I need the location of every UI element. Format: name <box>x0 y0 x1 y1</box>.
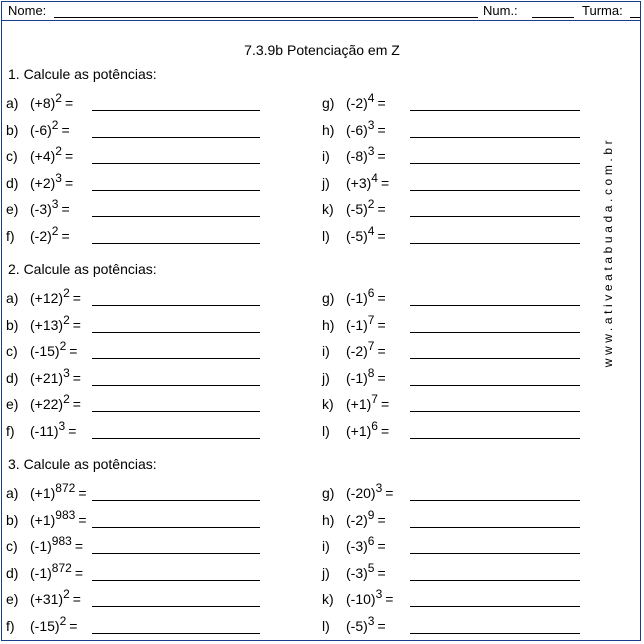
power-exponent: 3 <box>367 144 375 158</box>
power-expression <box>346 483 393 504</box>
power-expression <box>346 368 386 389</box>
power-base: (+13) <box>30 317 64 333</box>
answer-blank[interactable] <box>410 606 580 607</box>
item-letter: d) <box>6 370 19 386</box>
item-letter: h) <box>322 122 335 138</box>
item-letter: k) <box>322 396 334 412</box>
power-exponent: 872 <box>51 561 72 575</box>
equals-sign: = <box>377 343 386 359</box>
equals-sign: = <box>72 370 81 386</box>
power-expression <box>30 288 81 309</box>
power-expression <box>30 93 73 114</box>
equals-sign: = <box>377 565 386 581</box>
equals-sign: = <box>61 228 70 244</box>
equals-sign: = <box>380 423 390 439</box>
power-exponent: 2 <box>51 118 59 132</box>
equals-sign: = <box>61 201 70 217</box>
power-exponent: 4 <box>367 224 375 238</box>
equals-sign: = <box>64 175 74 191</box>
class-label: Turma: <box>582 3 623 18</box>
power-base: (-2) <box>346 343 368 359</box>
power-exponent: 2 <box>63 313 70 327</box>
power-expression <box>346 226 386 247</box>
item-letter: h) <box>322 317 335 333</box>
class-field-line <box>630 17 640 18</box>
answer-blank[interactable] <box>92 500 260 501</box>
item-letter: i) <box>322 343 330 359</box>
answer-blank[interactable] <box>92 305 260 306</box>
power-exponent: 3 <box>58 419 66 433</box>
power-expression <box>346 510 386 531</box>
power-exponent: 2 <box>55 91 62 105</box>
power-expression <box>346 93 386 114</box>
power-expression <box>346 288 386 309</box>
power-base: (-6) <box>30 122 52 138</box>
power-exponent: 2 <box>63 587 70 601</box>
power-expression <box>30 226 70 247</box>
power-base: (+1) <box>346 396 372 412</box>
power-expression <box>346 341 386 362</box>
item-letter: b) <box>6 122 19 138</box>
item-letter: i) <box>322 148 330 164</box>
power-base: (-5) <box>346 228 368 244</box>
item-letter: i) <box>322 538 330 554</box>
answer-blank[interactable] <box>410 305 580 306</box>
power-expression <box>346 589 393 610</box>
power-base: (+31) <box>30 591 64 607</box>
answer-blank[interactable] <box>92 332 260 333</box>
item-letter: g) <box>322 290 335 306</box>
answer-blank[interactable] <box>410 332 580 333</box>
power-base: (-3) <box>346 565 368 581</box>
equals-sign: = <box>64 95 74 111</box>
power-expression <box>30 146 73 167</box>
item-letter: j) <box>322 565 330 581</box>
power-exponent: 2 <box>63 286 70 300</box>
item-letter: c) <box>6 343 18 359</box>
power-exponent: 7 <box>367 313 375 327</box>
equals-sign: = <box>69 343 78 359</box>
item-letter: l) <box>322 618 330 634</box>
power-base: (+1) <box>30 512 56 528</box>
answer-blank[interactable] <box>92 385 260 386</box>
power-expression <box>30 341 77 362</box>
power-exponent: 2 <box>59 339 67 353</box>
power-expression <box>30 368 81 389</box>
power-expression <box>30 616 77 637</box>
item-letter: a) <box>6 485 19 501</box>
power-base: (-2) <box>346 95 368 111</box>
power-expression <box>346 315 386 336</box>
answer-blank[interactable] <box>92 243 260 244</box>
equals-sign: = <box>385 591 394 607</box>
power-base: (-10) <box>346 591 376 607</box>
answer-blank[interactable] <box>410 110 580 111</box>
power-base: (+2) <box>30 175 56 191</box>
item-letter: j) <box>322 175 330 191</box>
item-letter: c) <box>6 538 18 554</box>
power-base: (-3) <box>30 201 52 217</box>
power-base: (-5) <box>346 201 368 217</box>
answer-blank[interactable] <box>92 411 260 412</box>
power-base: (-1) <box>346 370 368 386</box>
item-letter: b) <box>6 512 19 528</box>
item-letter: g) <box>322 485 335 501</box>
equals-sign: = <box>377 290 386 306</box>
answer-blank[interactable] <box>92 190 260 191</box>
name-field-line <box>54 17 478 18</box>
power-exponent: 6 <box>371 419 378 433</box>
power-base: (+1) <box>30 485 56 501</box>
answer-blank[interactable] <box>410 190 580 191</box>
watermark-text: www.ativeatabuada.com.br <box>601 136 615 368</box>
answer-blank[interactable] <box>410 553 580 554</box>
answer-blank[interactable] <box>410 411 580 412</box>
power-expression <box>346 146 386 167</box>
power-exponent: 3 <box>51 197 59 211</box>
power-exponent: 2 <box>367 197 375 211</box>
equals-sign: = <box>72 396 81 412</box>
item-letter: d) <box>6 565 19 581</box>
equals-sign: = <box>78 485 87 501</box>
item-letter: c) <box>6 148 18 164</box>
answer-blank[interactable] <box>92 580 260 581</box>
section-title: 2. Calcule as potências: <box>8 261 157 277</box>
power-expression <box>30 120 70 141</box>
item-letter: l) <box>322 228 330 244</box>
power-exponent: 7 <box>371 392 378 406</box>
answer-blank[interactable] <box>92 163 260 164</box>
item-letter: k) <box>322 591 334 607</box>
item-letter: e) <box>6 591 19 607</box>
power-exponent: 2 <box>63 392 70 406</box>
equals-sign: = <box>74 538 83 554</box>
power-exponent: 6 <box>367 534 375 548</box>
power-expression <box>346 536 386 557</box>
item-letter: k) <box>322 201 334 217</box>
power-exponent: 983 <box>55 508 76 522</box>
power-base: (+22) <box>30 396 64 412</box>
power-expression <box>346 120 386 141</box>
equals-sign: = <box>380 396 390 412</box>
worksheet-title: 7.3.9b Potenciação em Z <box>244 42 400 58</box>
item-letter: b) <box>6 317 19 333</box>
equals-sign: = <box>377 618 386 634</box>
power-exponent: 8 <box>367 366 375 380</box>
power-expression <box>30 315 81 336</box>
item-letter: f) <box>6 618 15 634</box>
answer-blank[interactable] <box>410 163 580 164</box>
power-base: (-15) <box>30 343 60 359</box>
equals-sign: = <box>64 148 74 164</box>
power-exponent: 3 <box>367 614 375 628</box>
equals-sign: = <box>377 228 386 244</box>
name-label: Nome: <box>8 3 47 18</box>
header-divider <box>2 20 640 21</box>
equals-sign: = <box>61 122 70 138</box>
power-expression <box>346 616 386 637</box>
power-exponent: 3 <box>367 118 375 132</box>
power-base: (-2) <box>30 228 52 244</box>
power-expression <box>30 394 81 415</box>
equals-sign: = <box>377 317 386 333</box>
power-exponent: 2 <box>51 224 59 238</box>
item-letter: e) <box>6 396 19 412</box>
answer-blank[interactable] <box>92 606 260 607</box>
equals-sign: = <box>377 538 386 554</box>
header <box>2 2 640 19</box>
answer-blank[interactable] <box>92 110 260 111</box>
power-expression <box>30 483 87 504</box>
answer-blank[interactable] <box>92 216 260 217</box>
power-base: (+1) <box>346 423 372 439</box>
answer-blank[interactable] <box>410 358 580 359</box>
num-field-line <box>532 17 574 18</box>
answer-blank[interactable] <box>410 633 580 634</box>
equals-sign: = <box>377 370 386 386</box>
answer-blank[interactable] <box>92 553 260 554</box>
item-letter: j) <box>322 370 330 386</box>
power-expression <box>346 173 389 194</box>
power-base: (-1) <box>30 565 52 581</box>
answer-blank[interactable] <box>410 385 580 386</box>
answer-blank[interactable] <box>410 527 580 528</box>
power-base: (+8) <box>30 95 56 111</box>
power-exponent: 2 <box>55 144 62 158</box>
power-exponent: 9 <box>367 508 375 522</box>
answer-blank[interactable] <box>92 527 260 528</box>
power-expression <box>30 199 70 220</box>
power-exponent: 3 <box>63 366 70 380</box>
equals-sign: = <box>377 201 386 217</box>
worksheet-frame <box>1 1 641 641</box>
item-letter: a) <box>6 290 19 306</box>
power-base: (-8) <box>346 148 368 164</box>
power-base: (-11) <box>30 423 59 439</box>
item-letter: h) <box>322 512 335 528</box>
item-letter: a) <box>6 95 19 111</box>
item-letter: e) <box>6 201 19 217</box>
item-letter: l) <box>322 423 330 439</box>
power-exponent: 3 <box>375 481 383 495</box>
equals-sign: = <box>74 565 83 581</box>
section-title: 1. Calcule as potências: <box>8 66 157 82</box>
equals-sign: = <box>72 290 81 306</box>
item-letter: f) <box>6 228 15 244</box>
power-base: (-5) <box>346 618 368 634</box>
equals-sign: = <box>385 485 394 501</box>
power-exponent: 5 <box>367 561 375 575</box>
power-expression <box>30 510 87 531</box>
item-letter: g) <box>322 95 335 111</box>
power-expression <box>30 173 73 194</box>
section-title: 3. Calcule as potências: <box>8 456 157 472</box>
power-exponent: 872 <box>55 481 76 495</box>
item-letter: d) <box>6 175 19 191</box>
equals-sign: = <box>68 423 77 439</box>
equals-sign: = <box>377 512 386 528</box>
power-base: (-3) <box>346 538 368 554</box>
power-exponent: 3 <box>55 171 62 185</box>
power-expression <box>30 421 76 442</box>
equals-sign: = <box>377 148 386 164</box>
answer-blank[interactable] <box>410 580 580 581</box>
answer-blank[interactable] <box>410 137 580 138</box>
power-base: (-15) <box>30 618 60 634</box>
equals-sign: = <box>72 317 81 333</box>
watermark-container <box>598 128 618 376</box>
answer-blank[interactable] <box>410 438 580 439</box>
answer-blank[interactable] <box>92 358 260 359</box>
power-expression <box>346 563 386 584</box>
power-base: (-20) <box>346 485 376 501</box>
equals-sign: = <box>380 175 390 191</box>
equals-sign: = <box>72 591 81 607</box>
power-expression <box>30 563 83 584</box>
power-exponent: 983 <box>51 534 72 548</box>
power-base: (+12) <box>30 290 64 306</box>
item-letter: f) <box>6 423 15 439</box>
answer-blank[interactable] <box>410 216 580 217</box>
answer-blank[interactable] <box>92 633 260 634</box>
power-base: (+3) <box>346 175 372 191</box>
power-expression <box>30 536 83 557</box>
power-base: (-1) <box>346 317 368 333</box>
power-exponent: 7 <box>367 339 375 353</box>
power-expression <box>346 394 389 415</box>
answer-blank[interactable] <box>92 438 260 439</box>
power-exponent: 3 <box>375 587 383 601</box>
power-exponent: 4 <box>371 171 378 185</box>
power-base: (-6) <box>346 122 368 138</box>
num-label: Num.: <box>483 3 518 18</box>
power-base: (-2) <box>346 512 368 528</box>
equals-sign: = <box>377 95 386 111</box>
equals-sign: = <box>78 512 87 528</box>
answer-blank[interactable] <box>92 137 260 138</box>
power-exponent: 2 <box>59 614 67 628</box>
power-exponent: 6 <box>367 286 375 300</box>
equals-sign: = <box>377 122 386 138</box>
power-exponent: 4 <box>367 91 375 105</box>
answer-blank[interactable] <box>410 500 580 501</box>
power-base: (+4) <box>30 148 56 164</box>
equals-sign: = <box>69 618 78 634</box>
power-base: (-1) <box>346 290 368 306</box>
power-base: (-1) <box>30 538 52 554</box>
answer-blank[interactable] <box>410 243 580 244</box>
power-expression <box>346 199 386 220</box>
power-base: (+21) <box>30 370 64 386</box>
power-expression <box>30 589 81 610</box>
power-expression <box>346 421 389 442</box>
